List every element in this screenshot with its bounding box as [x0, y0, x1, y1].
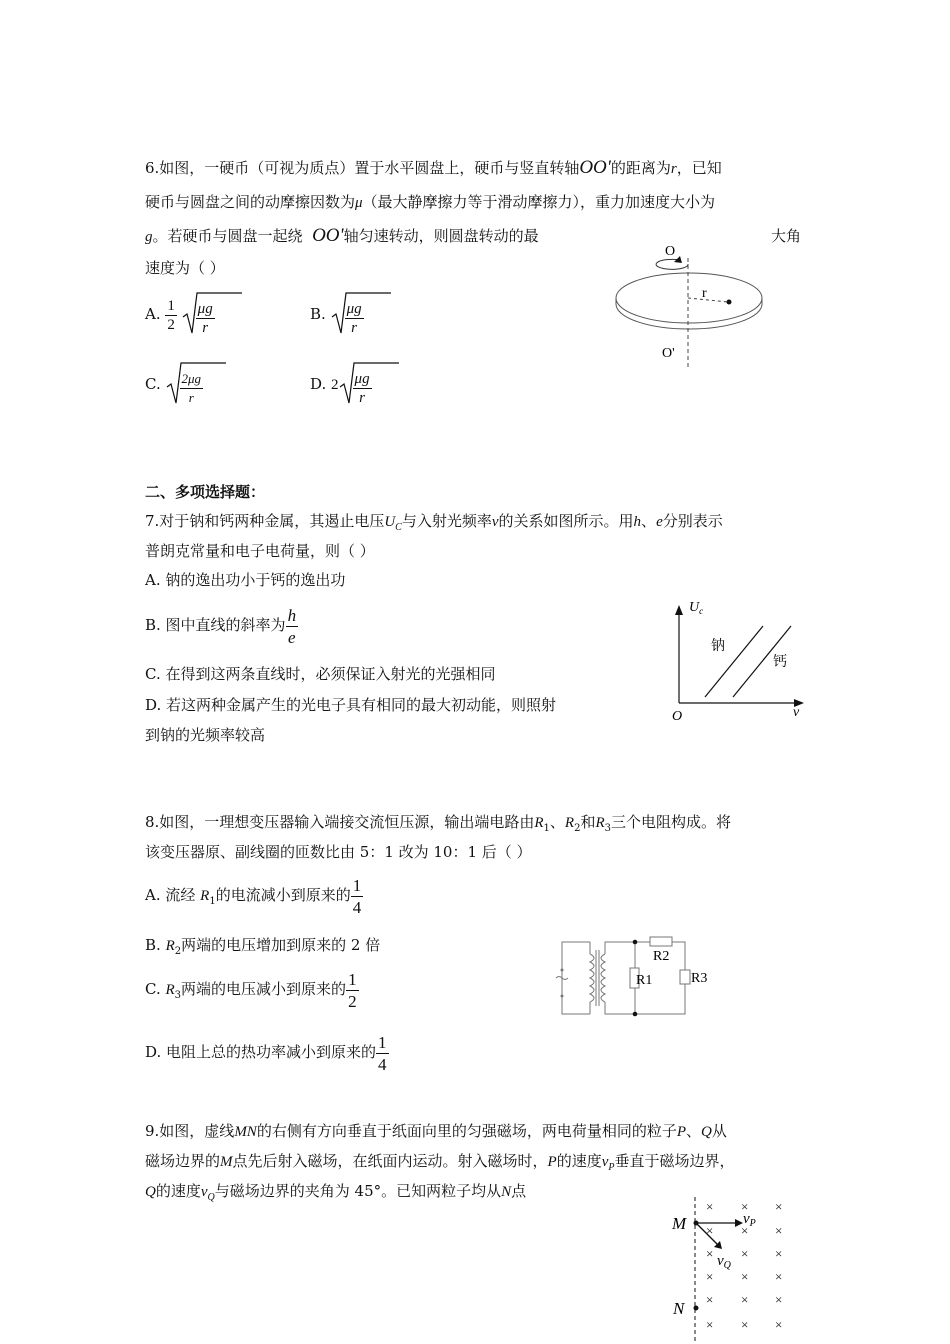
sqrt-mug-over-r: $\frac{\mu g}{r}$ — [182, 291, 215, 339]
q8-line1: 8.如图，一理想变压器输入端接交流恒压源，输出端电路由$R_1$、$R_2$和$R_3$三个电阻构成。将 — [145, 813, 732, 834]
field-cross: × — [706, 1199, 714, 1214]
field-cross: × — [706, 1246, 714, 1261]
q6-option-a[interactable]: A. $\frac{1}{2}$ $\frac{\mu g}{r}$ — [145, 290, 215, 338]
q7-option-c[interactable]: C. 在得到这两条直线时，必须保证入射光的光强相同 — [145, 665, 496, 683]
q6-line3: g。若硬币与圆盘一起绕 OO'轴匀速转动，则圆盘转动的最 — [145, 225, 539, 246]
field-cross: × — [775, 1223, 783, 1238]
section-title: 二、多项选择题： — [145, 483, 266, 501]
field-cross: × — [706, 1269, 714, 1284]
q6-line1: 6.如图，一硬币（可视为质点）置于水平圆盘上，硬币与竖直转轴OO'的距离为r，已知 — [145, 157, 722, 178]
sqrt-2mug-over-r: $\frac{2\mu g}{r}$ — [166, 361, 204, 409]
field-cross: × — [741, 1199, 749, 1214]
q7-line1: 7.对于钠和钙两种金属，其遏止电压$U_C$与入射光频率ν的关系如图所示。用h、e分别表示 — [145, 512, 723, 533]
q6-option-b[interactable]: B. $\frac{\mu g}{r}$ — [310, 290, 364, 338]
transformer-circuit — [550, 930, 720, 1020]
q8-option-b[interactable]: B. $R_2$两端的电压增加到原来的 2 倍 — [145, 936, 381, 957]
origin-label: O — [672, 709, 683, 724]
field-cross: × — [706, 1317, 714, 1332]
fraction-half: $\frac{1}{2}$ — [167, 297, 175, 333]
field-cross: × — [741, 1269, 749, 1284]
r1-label: R1 — [636, 973, 653, 988]
calcium-label: 钙 — [773, 655, 787, 670]
q8-option-a[interactable]: A. 流经 $R_1$的电流减小到原来的 $\frac{1}{4}$ — [145, 875, 362, 917]
sodium-label: 钠 — [711, 639, 725, 654]
q9-line1: 9.如图，虚线MN的右侧有方向垂直于纸面向里的匀强磁场，两电荷量相同的粒子P、Q从 — [145, 1122, 727, 1140]
field-cross: × — [741, 1223, 749, 1238]
field-cross: × — [775, 1269, 783, 1284]
q6-option-d[interactable]: D. 2 $\frac{\mu g}{r}$ — [310, 360, 372, 408]
field-cross: × — [775, 1292, 783, 1307]
r2-label: R2 — [653, 949, 670, 964]
M-label: M — [672, 1214, 687, 1233]
uc-nu-graph — [665, 595, 815, 730]
field-cross: × — [706, 1292, 714, 1307]
nu-label: ν — [793, 705, 800, 720]
uc-label: $U_c$ — [689, 600, 704, 616]
field-cross: × — [775, 1199, 783, 1214]
q8-option-c[interactable]: C. $R_3$两端的电压减小到原来的 $\frac{1}{2}$ — [145, 969, 357, 1011]
vP-label: $v_P$ — [743, 1211, 756, 1229]
q6-option-c[interactable]: C. $\frac{2\mu g}{r}$ — [145, 360, 203, 408]
q7-line2: 普朗克常量和电子电荷量，则（ ） — [145, 542, 375, 560]
q8-line2: 该变压器原、副线圈的匝数比由 5：1 改为 10：1 后（ ） — [145, 843, 532, 861]
label-O: O — [665, 244, 676, 259]
q6-line3-end: 大角 — [771, 227, 802, 245]
N-label: N — [673, 1299, 685, 1318]
field-cross: × — [741, 1246, 749, 1261]
r3-label: R3 — [691, 971, 708, 986]
q6-line2: 硬币与圆盘之间的动摩擦因数为μ（最大静摩擦力等于滑动摩擦力），重力加速度大小为 — [145, 193, 716, 211]
label-r: r — [702, 286, 707, 301]
field-cross: × — [775, 1317, 783, 1332]
vQ-label: $v_Q$ — [717, 1253, 731, 1271]
q6-line4: 速度为（ ） — [145, 259, 225, 277]
q9-line3: Q的速度$v_Q$与磁场边界的夹角为 45°。已知两粒子均从N点 — [145, 1182, 527, 1203]
q9-line2: 磁场边界的M点先后射入磁场，在纸面内运动。射入磁场时，P的速度$v_P$垂直于磁场边界， — [145, 1152, 735, 1173]
field-cross: × — [741, 1292, 749, 1307]
sqrt-mug-over-r: $\frac{\mu g}{r}$ — [331, 291, 364, 339]
q8-option-d[interactable]: D. 电阻上总的热功率减小到原来的 $\frac{1}{4}$ — [145, 1032, 387, 1074]
sqrt-mug-over-r: $\frac{\mu g}{r}$ — [339, 361, 372, 409]
q7-option-b[interactable]: B. 图中直线的斜率为 $\frac{h}{e}$ — [145, 605, 297, 647]
field-cross: × — [741, 1317, 749, 1332]
label-O-prime: O' — [662, 346, 675, 361]
q7-option-a[interactable]: A. 钠的逸出功小于钙的逸出功 — [145, 571, 346, 589]
q7-option-d-line1[interactable]: D. 若这两种金属产生的光电子具有相同的最大初动能，则照射 — [145, 696, 557, 714]
field-cross: × — [706, 1223, 714, 1238]
magnetic-field-figure — [665, 1195, 795, 1344]
disk-figure — [610, 240, 780, 370]
coin-dot — [727, 300, 732, 305]
field-cross: × — [775, 1246, 783, 1261]
q7-option-d-line2[interactable]: 到钠的光频率较高 — [145, 726, 266, 744]
sodium-line — [705, 626, 763, 697]
